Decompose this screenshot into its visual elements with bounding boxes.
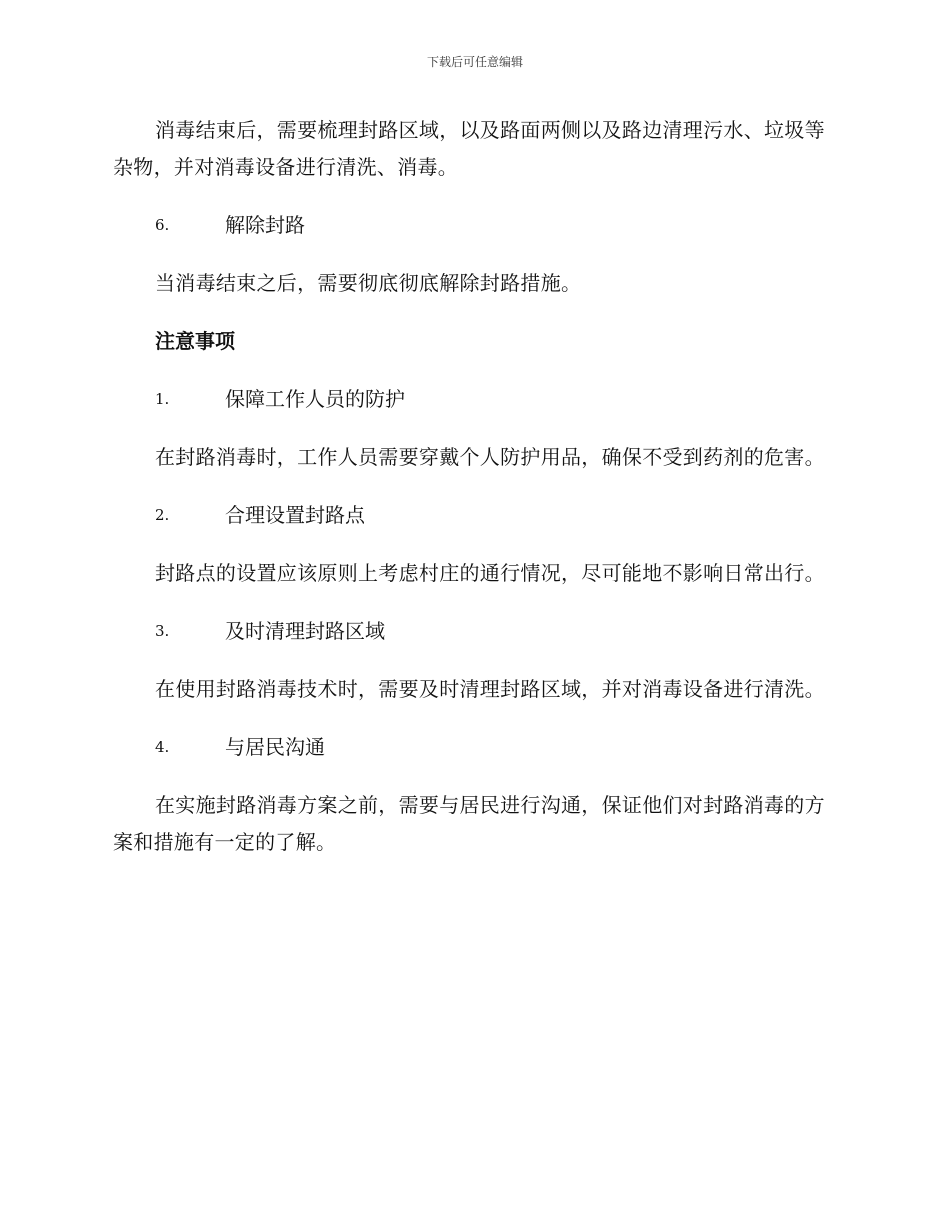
paragraph-item-3: 在使用封路消毒技术时，需要及时清理封路区域，并对消毒设备进行清洗。	[155, 677, 825, 701]
item-number: 2.	[155, 506, 170, 524]
paragraph-item-2: 封路点的设置应该原则上考虑村庄的通行情况，尽可能地不影响日常出行。	[155, 561, 825, 585]
paragraph-lift-closure: 当消毒结束之后，需要彻底彻底解除封路措施。	[155, 271, 582, 295]
section-heading-notes: 注意事项	[155, 329, 235, 353]
numbered-item-6	[113, 207, 833, 244]
item-title: 合理设置封路点	[225, 503, 365, 527]
item-title: 与居民沟通	[225, 735, 325, 759]
numbered-item-4	[113, 729, 833, 766]
document-body	[113, 112, 833, 861]
item-title: 解除封路	[225, 213, 305, 237]
paragraph-item-4: 在实施封路消毒方案之前，需要与居民进行沟通，保证他们对封路消毒的方案和措施有一定的了解。	[113, 793, 825, 854]
numbered-item-1	[113, 381, 833, 418]
numbered-item-3	[113, 613, 833, 650]
item-number: 4.	[155, 738, 170, 756]
paragraph-item-1: 在封路消毒时，工作人员需要穿戴个人防护用品，确保不受到药剂的危害。	[155, 445, 825, 469]
item-number: 6.	[155, 216, 170, 234]
numbered-item-2	[113, 497, 833, 534]
page-header: 下载后可任意编辑	[426, 55, 523, 69]
paragraph-cleanup: 消毒结束后，需要梳理封路区域，以及路面两侧以及路边清理污水、垃圾等杂物，并对消毒设备进行清洗、消毒。	[113, 118, 825, 179]
item-title: 保障工作人员的防护	[225, 387, 405, 411]
item-number: 3.	[155, 622, 170, 640]
item-number: 1.	[155, 390, 170, 408]
item-title: 及时清理封路区域	[225, 619, 385, 643]
